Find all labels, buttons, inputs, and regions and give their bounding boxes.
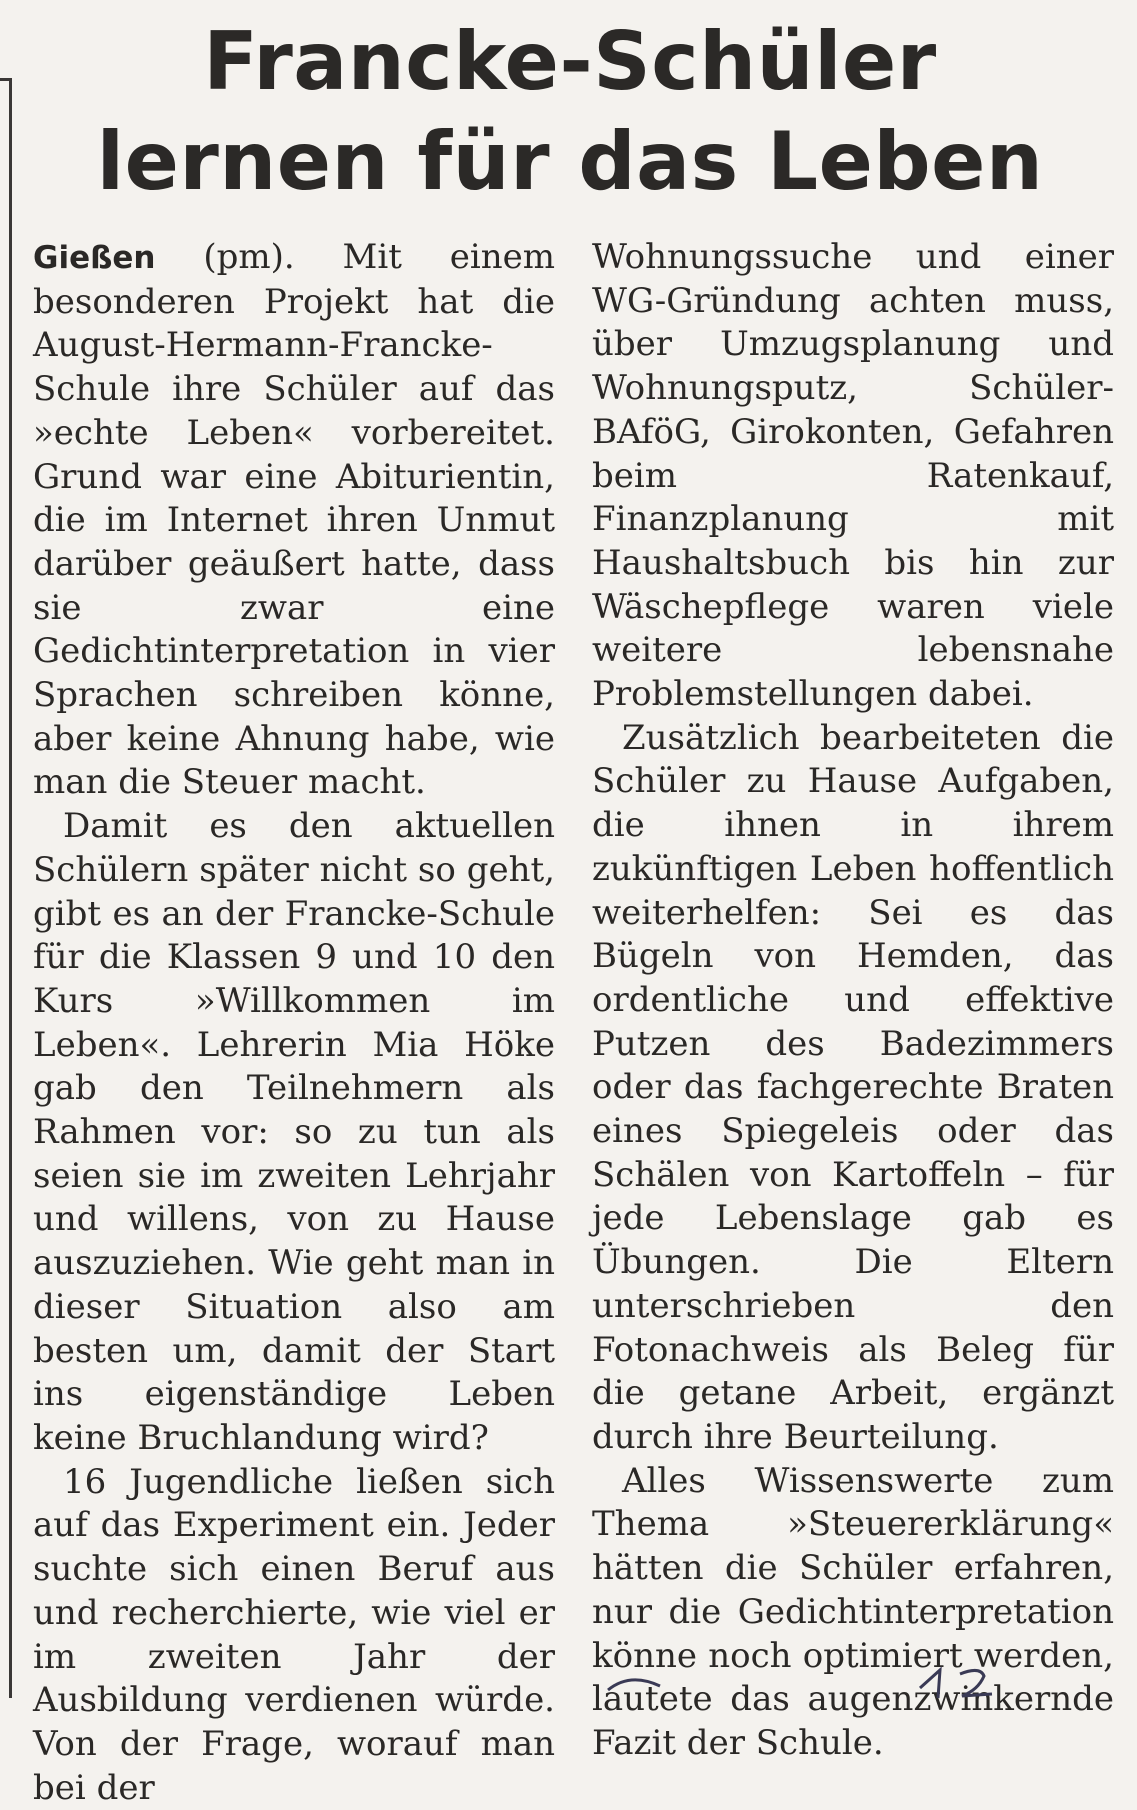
paragraph-1-text: (pm). Mit einem besonderen Projekt hat die August-Hermann-Francke-Schule ihre Schüler auf das »echte Leben« vorbereitet. Grund war eine Abiturientin, die im Internet ihren Unmut darüber geäußert hatte, dass sie zwar eine Gedichtinterpretation in vier Sprachen schreiben könne, aber keine Ahnung habe, wie man die Steuer macht. bbox=[33, 237, 555, 803]
article-paragraph-5: Zusätzlich bearbeiteten die Schüler zu Hause Aufgaben, die ihnen in ihrem zukünftigen Leben hoffentlich weiterhelfen: Sei es das Bügeln von Hemden, das ordentliche und effektive Putzen des Badezimmers oder das fachgerechte Braten eines Spiegeleis oder das Schälen von Kartoffeln – für jede Lebenslage gab es Übungen. Die Eltern unterschrieben den Fotonachweis als Beleg für die getane Arbeit, ergänzt durch ihre Beurteilung. bbox=[592, 717, 1114, 1457]
article-paragraph-4: Wohnungssuche und einer WG-Gründung achten muss, über Umzugsplanung und Wohnungsputz, Schüler-BAföG, Girokonten, Gefahren beim Ratenkauf, Finanzplanung mit Haushaltsbuch bis hin zur Wäschepflege waren viele weitere lebensnahe Problemstellungen dabei. bbox=[592, 237, 1114, 715]
headline bbox=[40, 12, 1100, 212]
column-rule bbox=[9, 78, 12, 1698]
headline-line-2: lernen für das Leben bbox=[96, 115, 1044, 208]
dateline: Gießen bbox=[33, 240, 156, 276]
handwritten-mark bbox=[600, 1660, 1040, 1700]
article-paragraph-6: Alles Wissenswerte zum Thema »Steuererklärung« hätten die Schüler erfahren, nur die Gedichtinterpretation könne noch optimiert werden, lautete das augenzwinkernde Fazit der Schule. bbox=[592, 1460, 1114, 1763]
article-paragraph-3: 16 Jugendliche ließen sich auf das Experiment ein. Jeder suchte sich einen Beruf aus und recherchierte, wie viel er im zweiten Jahr der Ausbildung verdienen würde. Von der Frage, worauf man bei der bbox=[33, 1461, 555, 1808]
article-paragraph-1 bbox=[33, 236, 555, 805]
article-column-right bbox=[592, 236, 1114, 1766]
article-paragraph-2: Damit es den aktuellen Schülern später nicht so geht, gibt es an der Francke-Schule für die Klassen 9 und 10 den Kurs »Willkommen im Leben«. Lehrerin Mia Höke gab den Teilnehmern als Rahmen vor: so zu tun als seien sie im zweiten Lehrjahr und willens, von zu Hause auszuziehen. Wie geht man in dieser Situation also am besten um, damit der Start ins eigenständige Leben keine Bruchlandung wird? bbox=[33, 806, 555, 1458]
headline-line-1: Francke-Schüler bbox=[203, 15, 937, 108]
article-column-left bbox=[33, 236, 555, 1810]
